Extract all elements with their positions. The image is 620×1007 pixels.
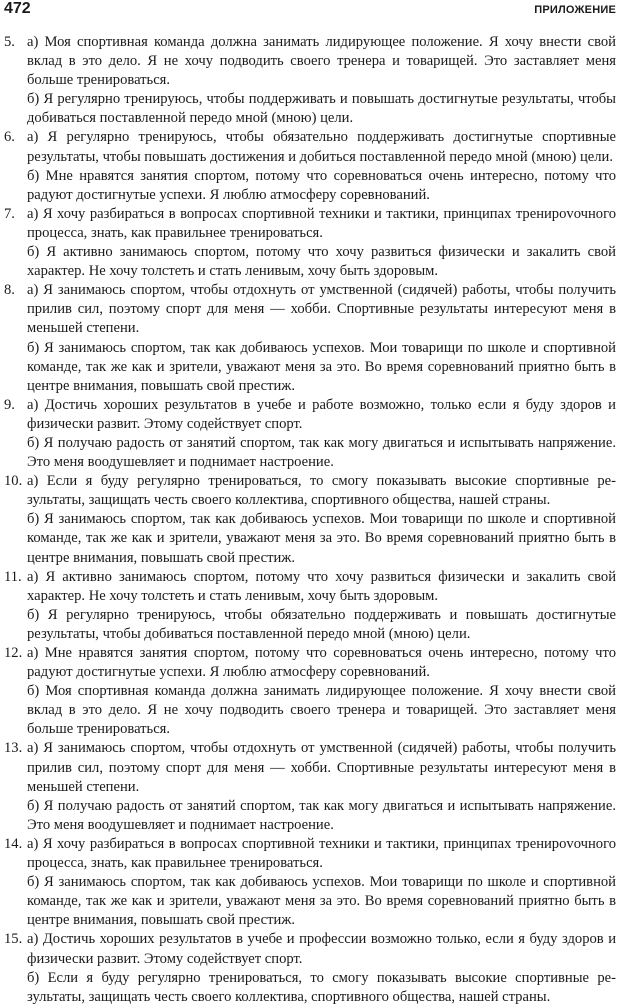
option-b: б) Я регулярно тренируюсь, чтобы поддерживать и повышать достигнутые результаты, чтобы добиваться поставленной передо мной (мною) цели. [27,91,616,127]
option-b: б) Я занимаюсь спортом, так как добиваюсь успехов. Мои товарищи по школе и спортивной команде, так же как и зрители, уважают меня за это. Во время соревнований приятно быть в центре внимания, повышать свой престиж. [27,511,616,566]
questionnaire-items [4,33,616,1007]
item-number: 5. [4,34,15,50]
item-number: 14. [4,835,23,852]
questionnaire-item [4,568,616,644]
option-a: а) Если я буду регулярно тренироваться, то смогу показывать высокие спортивные результаты, защищать честь своего коллектива, спортивного общества, нашей страны. [27,473,616,509]
option-b: б) Мне нравятся занятия спортом, потому что соревноваться очень интересно, потому что радуют достигнутые успехи. Я люблю атмосферу соревнований. [27,167,616,203]
option-a: а) Я занимаюсь спортом, чтобы отдохнуть от умственной (сидячей) работы, чтобы получить прилив сил, поэтому спорт для меня — хобби. Спортивные результаты интересуют меня в меньшей степени. [27,282,616,337]
questionnaire-item [4,835,616,930]
item-number: 11. [4,568,22,585]
option-b: б) Я занимаюсь спортом, так как добиваюсь успехов. Мои товарищи по школе и спортивной команде, так же как и зрители, уважают меня за это. Во время соревнований приятно быть в центре внимания, повышать свой престиж. [27,339,616,394]
questionnaire-item [4,128,616,204]
questionnaire-item [4,930,616,1006]
questionnaire-item [4,205,616,281]
option-a: а) Достичь хороших результатов в учебе и профессии возможно только, если я буду здоров и физически развит. Этому содействует спорт. [27,931,616,967]
option-a: а) Я активно занимаюсь спортом, потому что хочу развиться физически и закалить свой характер. Не хочу толстеть и стать ленивым, хочу быть здоровым. [27,568,616,604]
option-b: б) Моя спортивная команда должна занимать лидирующее положение. Я хочу внести свой вклад в это дело. Я не хочу подводить своего тренера и товарищей. Это заставляет меня больше тренироваться. [27,683,616,738]
option-a: а) Я хочу разбираться в вопросах спортивной техники и тактики, принципах тренироvочного процесса, знать, как правильнее тренироваться. [27,205,616,241]
option-a: а) Я хочу разбираться в вопросах спортивной техники и тактики, принципах тренироvочного процесса, знать, как правильнее тренироваться. [27,835,616,872]
item-number: 15. [4,931,23,948]
item-number: 13. [4,740,23,757]
questionnaire-item [4,644,616,739]
option-b: б) Я получаю радость от занятий спортом, так как могу двигаться и испытывать напряжение. Это меня воодушевляет и поднимает настроение. [27,797,616,833]
item-number: 10. [4,473,23,490]
item-number: 7. [4,205,15,222]
option-a: а) Достичь хороших результатов в учебе и работе возможно, только если я буду здоров и физически развит. Этому содействует спорт. [27,396,616,432]
option-a: а) Моя спортивная команда должна занимать лидирующее положение. Я хочу внести свой вклад в это дело. Я не хочу подводить своего тренера и товарищей. Это заставляет меня больше тренироваться. [27,34,616,89]
option-a: а) Мне нравятся занятия спортом, потому что соревноваться очень интересно, потому что радуют достигнутые успехи. Я люблю атмосферу соревнований. [27,645,616,681]
option-b: б) Я занимаюсь спортом, так как добиваюсь успехов. Мои товарищи по школе и спортивной команде, так же как и зрители, уважают меня за это. Во время соревнований приятно быть в центре внимания, повышать свой престиж. [27,874,616,929]
item-number: 9. [4,396,15,413]
item-number: 6. [4,129,15,146]
questionnaire-item [4,281,616,396]
questionnaire-item [4,396,616,472]
option-b: б) Если я буду регулярно тренироваться, то смогу показывать высокие спортивные результаты, защищать честь своего коллектива, спортивного общества, нашей страны. [27,969,616,1005]
questionnaire-item [4,472,616,567]
option-a: а) Я регулярно тренируюсь, чтобы обязательно поддерживать достигнутые спортивные результаты, чтобы повышать достижения и добиться поставленной передо мной (мною) цели. [27,129,616,165]
questionnaire-item [4,739,616,834]
option-b: б) Я активно занимаюсь спортом, потому что хочу развиться физически и закалить свой характер. Не хочу толстеть и стать ленивым, хочу быть здоровым. [27,244,616,280]
item-number: 8. [4,282,15,299]
option-b: б) Я регулярно тренируюсь, чтобы обязательно поддерживать и повышать достигнутые результаты, чтобы добиваться поставленной передо мной (мною) цели. [27,606,616,642]
running-head: ПРИЛОЖЕНИЕ [534,4,616,16]
option-a: а) Я занимаюсь спортом, чтобы отдохнуть от умственной (сидячей) работы, чтобы получить прилив сил, поэтому спорт для меня — хобби. Спортивные результаты интересуют меня в меньшей степени. [27,740,616,795]
page-header [0,0,620,22]
questionnaire-item [4,33,616,128]
option-b: б) Я получаю радость от занятий спортом, так как могу двигаться и испытывать напряжение. Это меня воодушевляет и поднимает настроение. [27,434,616,471]
item-number: 12. [4,645,23,661]
page-number: 472 [4,0,31,17]
